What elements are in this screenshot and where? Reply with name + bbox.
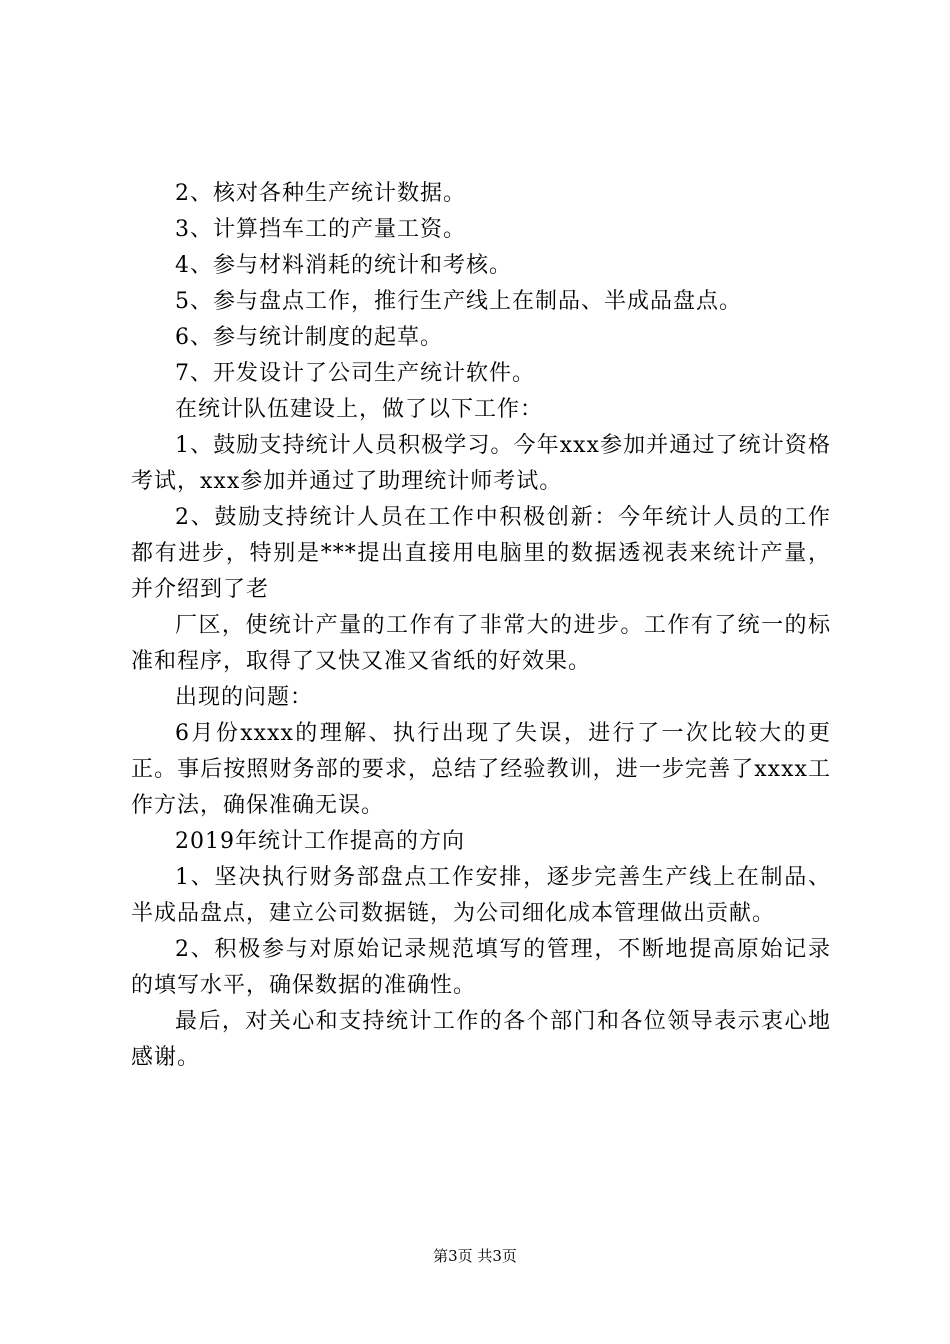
paragraph-14: 1、坚决执行财务部盘点工作安排，逐步完善生产线上在制品、半成品盘点，建立公司数据链，为公司细化成本管理做出贡献。 [131,865,831,926]
paragraph-15: 2、积极参与对原始记录规范填写的管理，不断地提高原始记录的填写水平，确保数据的准确性。 [131,937,831,998]
paragraph-16: 最后，对关心和支持统计工作的各个部门和各位领导表示衷心地感谢。 [131,1009,831,1070]
paragraph-10: 厂区，使统计产量的工作有了非常大的进步。工作有了统一的标准和程序，取得了又快又准又省纸的好效果。 [131,613,831,674]
paragraph-11: 出现的问题： [175,685,314,710]
document-body [131,176,831,1076]
paragraph-7: 在统计队伍建设上，做了以下工作： [175,397,544,422]
paragraph-6: 7、开发设计了公司生产统计软件。 [175,361,535,386]
page-number: 第3页 共3页 [433,1247,517,1265]
paragraph-1: 2、核对各种生产统计数据。 [175,181,466,206]
paragraph-12: 6月份xxxx的理解、执行出现了失误，进行了一次比较大的更正。事后按照财务部的要求，总结了经验教训，进一步完善了xxxx工作方法，确保准确无误。 [131,721,831,818]
paragraph-4: 5、参与盘点工作，推行生产线上在制品、半成品盘点。 [175,289,742,314]
paragraph-8: 1、鼓励支持统计人员积极学习。今年xxx参加并通过了统计资格考试，xxx参加并通过了助理统计师考试。 [131,433,831,494]
paragraph-5: 6、参与统计制度的起草。 [175,325,443,350]
paragraph-9: 2、鼓励支持统计人员在工作中积极创新：今年统计人员的工作都有进步，特别是***提出直接用电脑里的数据透视表来统计产量，并介绍到了老 [131,505,831,602]
paragraph-13: 2019年统计工作提高的方向 [175,829,465,854]
paragraph-3: 4、参与材料消耗的统计和考核。 [175,253,512,278]
paragraph-2: 3、计算挡车工的产量工资。 [175,217,466,242]
page-footer [0,1246,950,1266]
